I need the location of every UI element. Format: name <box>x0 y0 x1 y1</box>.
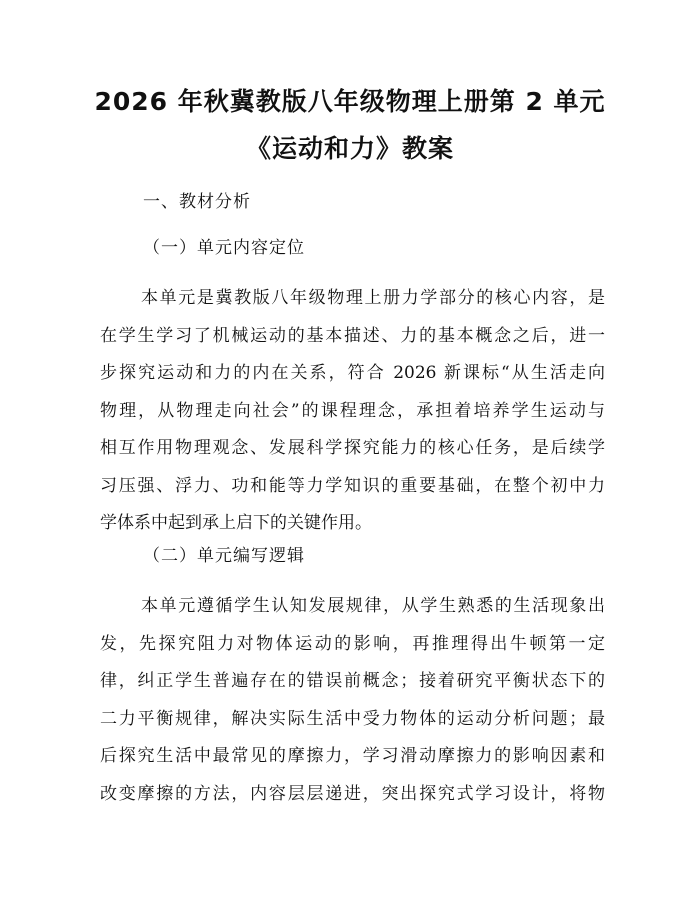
paragraph-unit-positioning <box>100 287 605 550</box>
document-title-line-1: 2026 年秋冀教版八年级物理上册第 2 单元 <box>94 87 606 116</box>
paragraph-line: 律，纠正学生普遍存在的错误前概念；接着研究平衡状态下的 <box>100 671 605 691</box>
paragraph-line: 发，先探究阻力对物体运动的影响，再推理得出牛顿第一定 <box>100 633 605 654</box>
paragraph-line: 相互作用物理观念、发展科学探究能力的核心任务，是后续学 <box>100 438 605 458</box>
paragraph-line: 本单元是冀教版八年级物理上册力学部分的核心内容，是 <box>141 288 605 308</box>
paragraph-line: 后探究生活中最常见的摩擦力，学习滑动摩擦力的影响因素和 <box>100 746 605 766</box>
paragraph-line: 物理，从物理走向社会”的课程理念，承担着培养学生运动与 <box>100 400 605 421</box>
paragraph-line: 二力平衡规律，解决实际生活中受力物体的运动分析问题；最 <box>100 708 605 729</box>
paragraph-unit-logic <box>100 595 605 820</box>
subsection-heading-unit-positioning: （一）单元内容定位 <box>143 238 305 258</box>
section-heading-textbook-analysis: 一、教材分析 <box>143 192 251 212</box>
paragraph-line: 本单元遵循学生认知发展规律，从学生熟悉的生活现象出 <box>141 596 605 616</box>
paragraph-line: 习压强、浮力、功和能等力学知识的重要基础，在整个初中力 <box>100 475 605 496</box>
paragraph-line: 改变摩擦的方法，内容层层递进，突出探究式学习设计，将物 <box>100 783 605 804</box>
subsection-heading-unit-logic: （二）单元编写逻辑 <box>143 546 305 566</box>
paragraph-line: 步探究运动和力的内在关系，符合 2026 新课标“从生活走向 <box>100 363 605 383</box>
document-title-line-2: 《运动和力》教案 <box>245 134 454 163</box>
paragraph-line: 在学生学习了机械运动的基本描述、力的基本概念之后，进一 <box>100 325 605 346</box>
paragraph-line: 学体系中起到承上启下的关键作用。 <box>100 513 372 533</box>
